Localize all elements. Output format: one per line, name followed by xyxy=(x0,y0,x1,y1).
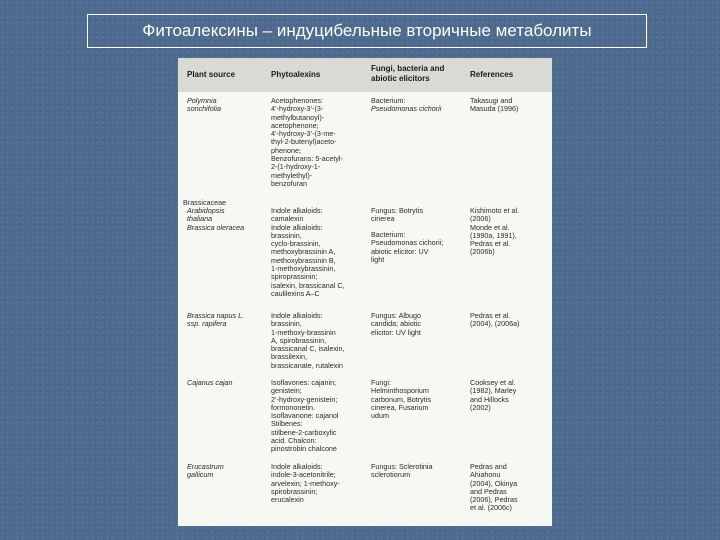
row-4-plant: Erucastrum gallicum xyxy=(187,462,224,480)
row-2-references: Pedras et al. (2004), (2006a) xyxy=(470,311,520,329)
row-3-phytoalexins: Isoflavones: cajanin; genistein; 2’-hydroxy-genistein; formononetin. Isoflavanone: cajanol Stilbenes: stilbene-2-carboxylic acid. Chalcon: pinostrobin chalcone xyxy=(271,378,339,454)
header-elicitors: Fungi, bacteria and abiotic elicitors xyxy=(371,64,445,83)
row-2-plant: Brassica napus L. ssp. rapifera xyxy=(187,311,245,329)
scanned-table-image xyxy=(178,58,552,526)
row-0-plant: Polymnia sonchifolia xyxy=(187,96,221,114)
row-2-phytoalexins: Indole alkaloids: brassinin, 1-methoxy-brassinin A, spirobrassinin, brassicanal C, isalexin, brassilexin, brassicanate, rutalexin xyxy=(271,311,345,370)
row-2-elicitors: Fungus: Albugo candida; abiotic elicitor: UV light xyxy=(371,311,421,337)
row-0-references: Takasugi and Masuda (1996) xyxy=(470,96,519,114)
row-4-elicitors: Fungus: Sclerotinia sclerotiorum xyxy=(371,462,433,480)
row-4-references: Pedras and Ahiahonu (2004), Okinya and Pedras (2006), Pedras et al. (2006c) xyxy=(470,462,518,513)
row-0-elicitors-label: Bacterium: xyxy=(371,96,406,105)
row-0-phytoalexins: Acetophenones: 4’-hydroxy-3’-(3- methylbutanoyl)- acetophenone; 4’-hydroxy-3’-(3-me- thyl-2-butenyl)aceto- phenone; Benzofurans: 5-acetyl- 2-(1-hydroxy-1- methylethyl)- benzofuran xyxy=(271,96,343,188)
row-3-references: Cooksey et al. (1982), Marley and Hillocks (2002) xyxy=(470,378,517,412)
row-3-plant: Cajanus cajan xyxy=(187,378,233,387)
row-1-references: Kishimoto et al. (2006) Monde et al. (1990a, 1991), Pedras et al. (2006b) xyxy=(470,206,520,257)
row-1-elicitors-b: Bacterium: Pseudomonas cichorii; abiotic elicitor: UV light xyxy=(371,230,444,264)
row-1-elicitors-a: Fungus: Botrytis cinerea xyxy=(371,206,423,224)
header-references: References xyxy=(470,70,514,79)
row-1-family: Brassicaceae xyxy=(183,198,227,207)
header-plant-source: Plant source xyxy=(187,70,236,79)
slide-title: Фитоалексины – индуцибельные вторичные метаболиты xyxy=(87,14,647,48)
row-1-phytoalexins: Indole alkaloids: camalexin Indole alkaloids: brassinin, cyclo-brassinin, methoxybrassinin A, methoxybrassinin B, 1-methoxybrassinin, spiroprassinin; isalexin, brassicanal C, caulilexins A–C xyxy=(271,206,345,298)
row-1-plant: Arabidopsis thaliana Brassica oleracea xyxy=(187,206,245,232)
row-3-elicitors: Fungi: Helminthosporium carbonum, Botrytis cinerea, Fusarium udum xyxy=(371,378,431,421)
table-header xyxy=(178,58,552,92)
header-phytoalexins: Phytoalexins xyxy=(271,70,321,79)
row-0-elicitors-name: Pseudomonas cichorii xyxy=(371,104,442,113)
row-4-phytoalexins: Indole alkaloids: indole-3-acetonitrile; arvelexin; 1-methoxy- spirobrassinin; erucalexin xyxy=(271,462,340,505)
